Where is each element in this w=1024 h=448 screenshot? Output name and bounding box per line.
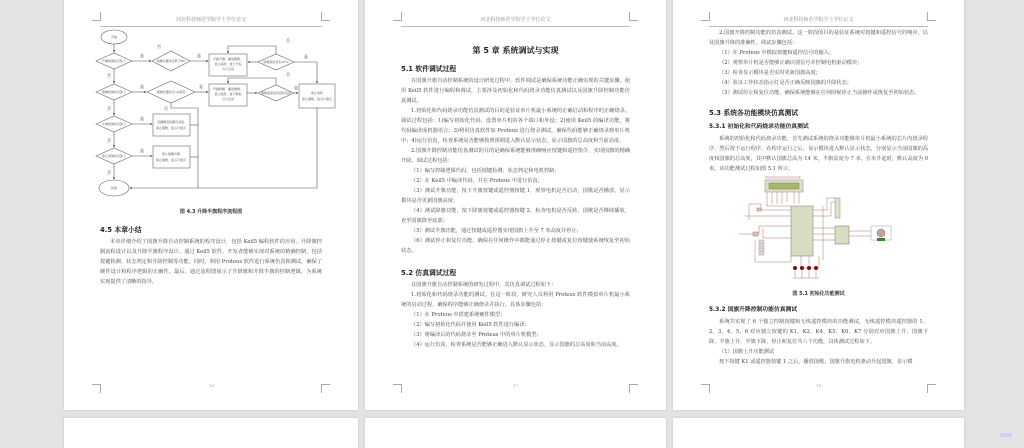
list-item: （4）运行仿真，检查系统是否能够正确进入默认显示状态，显示国旗的总高度和当前高度。 [411, 342, 622, 348]
list-item: （1）编写控制逻辑代码，包括按键检测、状态判定和电机控制； [411, 168, 560, 174]
svg-text:半旗按键是否按下: 半旗按键是否按下 [101, 122, 127, 126]
svg-text:停止国歌、指示灯熄灭: 停止国歌、指示灯熄灭 [155, 126, 187, 130]
document-page-20 [365, 418, 666, 448]
section-heading: 5.3 系统各功能模块仿真测试 [709, 109, 799, 117]
margin-mark [927, 12, 936, 21]
figure-caption: 图 4.3 升降半旗程序流程图 [179, 209, 243, 215]
paragraph: 1.初始化和代码烧录功能仿真测试的目的是验证单片机最小系统的正确启动和程序的正确烧录。调试过程包括：1)编写初始化代码，设置单片机的各个端口和外设；2)使用 Keil5 的编译功能，将代码编译成机器语言；3)利用仿真软件如 Proteus 进行烧录测试，确保代码能够正确烧录到单片机中；4)运行仿真，检查系统是否能够按照预期进入默认显示状态，显示国旗的总高度和当前高度。 [401, 108, 630, 144]
paragraph: 2.国旗升降控制功能仿真测试的目的是确保系统能够准确响应按键和遥控指令，实现国旗的精确升降。调试过程包括： [401, 148, 630, 164]
svg-text:是: 是 [140, 148, 144, 153]
list-item: （2）观察单片机是否能够正确识别信号并控制电机驱动模块； [719, 60, 863, 66]
svg-text:否: 否 [107, 138, 111, 143]
svg-text:显示高度、按下降指: 显示高度、按下降指 [214, 92, 242, 96]
document-page-16 [64, 0, 358, 410]
svg-text:停止国歌、指示灯熄灭: 停止国歌、指示灯熄灭 [301, 97, 333, 101]
svg-text:是: 是 [199, 84, 203, 89]
list-item: （2）在 Keil5 中编译代码，并在 Proteus 中进行仿真； [411, 178, 543, 184]
svg-text:是: 是 [304, 54, 308, 59]
margin-mark [92, 384, 101, 393]
svg-text:是: 是 [197, 53, 201, 58]
svg-text:国旗位置是否低于0m: 国旗位置是否低于0m [156, 59, 186, 63]
circuit-schematic-figure [709, 176, 928, 286]
svg-text:停止国歌、指示灯熄灭: 停止国歌、指示灯熄灭 [155, 158, 187, 162]
margin-mark [321, 12, 330, 21]
flow-end: 结束 [110, 186, 118, 190]
list-item: （4）测试降旗功能，按下降旗按键或遥控器按键 2，检查电机是否反转，国歌是否继续播放，直至国旗降至底部； [401, 208, 630, 224]
paragraph: 系统共实现了 6 个独立控制按键和无线遥控模块的功能测试，无线遥控模块遥控器的 1、2、3、4、5、6 对应独立按键的 K1、K2、K4、K5、K6、K7 分别对应国旗上升、国旗下降、半旗上升、半旗下降、停止和复位共六个功能。具体测试过程如下。 [709, 319, 928, 345]
list-item: （2）编写初始化代码并使用 Keil5 软件进行编译； [411, 322, 530, 328]
svg-text:开始降旗、播放国歌、: 开始降旗、播放国歌、 [212, 87, 244, 91]
paragraph: 按下按键 K1 或遥控器按键 1 之后，播放国歌，国旗升旗电机驱动升起国旗，显示模 [719, 359, 913, 365]
section-heading: 5.1 软件调试过程 [401, 65, 457, 73]
svg-text:是: 是 [140, 116, 144, 121]
svg-text:国旗高度是否≥7m: 国旗高度是否≥7m [263, 60, 289, 64]
paragraph: 系统的初始化和代码烧录功能，首先测试系统的烧录功能像单片机最小系统的芯片内烧录程序，然后按下运行程序，在程序运行之后，显示模块进入默认显示状态，分别显示当前国旗的高度和国旗的总高度，其中默认国旗总高为 14 米，半旗高度为 7 米，在未升起时，默认高度为 0 米。该功能测试过程如图 5.1 所示。 [709, 136, 928, 172]
flow-start: 开始 [110, 35, 118, 39]
margin-mark [629, 384, 638, 393]
svg-text:开始升旗、播放国歌、: 开始升旗、播放国歌、 [212, 57, 244, 61]
svg-text:否: 否 [107, 73, 111, 78]
svg-text:是: 是 [140, 53, 144, 58]
svg-text:否: 否 [107, 106, 111, 111]
margin-mark [321, 384, 330, 393]
svg-text:停止按键是否按下: 停止按键是否按下 [101, 154, 127, 158]
paragraph: 1.初始化和代码烧录功能的测试。在这一阶段，研究人员利用 Proteus 软件模拟单片机最小系统的启动过程，确保程序能够正确烧录并执行。具体步骤包括： [401, 292, 630, 308]
svg-text:降旗按键是否按下: 降旗按键是否按下 [101, 90, 127, 94]
document-page-17 [365, 0, 666, 410]
svg-text:示灯点亮: 示灯点亮 [221, 97, 235, 101]
section-heading: 5.2 仿真调试过程 [401, 269, 457, 277]
svg-text:否: 否 [164, 106, 168, 111]
list-item: （5）测试停止和复位功能，确保系统能够在任何时候停止当前操作或恢复至初始状态。 [719, 90, 920, 96]
svg-text:停止国旗升降: 停止国旗升降 [161, 152, 181, 156]
list-item: （3）检查显示模块是否实时更新国旗高度； [719, 70, 821, 76]
svg-text:否: 否 [107, 170, 111, 175]
margin-mark [629, 12, 638, 21]
svg-text:国旗降至国旗半高处: 国旗降至国旗半高处 [157, 120, 185, 124]
paragraph: 在国旗升旗自动控制系统的研发过程中，其仿真调试过程如下： [411, 282, 557, 288]
margin-mark [701, 384, 710, 393]
svg-text:是: 是 [140, 84, 144, 89]
svg-text:是: 是 [294, 85, 298, 90]
svg-text:国旗高度是否到达底部: 国旗高度是否到达底部 [260, 91, 292, 95]
svg-text:显示高度、按上升指: 显示高度、按上升指 [214, 62, 242, 66]
list-item: （3）将编译后的代码烧录至 Proteus 中的单片机模型； [411, 332, 542, 338]
chapter-title: 第 5 章 系统调试与实现 [472, 46, 559, 55]
svg-text:停止电机: 停止电机 [310, 91, 324, 95]
flowchart-figure [94, 24, 344, 214]
svg-text:升旗按键是否按下: 升旗按键是否按下 [101, 59, 127, 63]
page-header: 河北科技师范学院学士学位论文 [401, 16, 630, 27]
subsection-heading: 5.3.1 初始化和代码烧录功能仿真测试 [709, 124, 809, 130]
document-page-18 [673, 0, 964, 410]
list-item: （1）在 Proteus 中搭建系统硬件模型； [411, 312, 506, 318]
document-page-21 [673, 418, 964, 448]
paragraph: 2.国旗升降控制功能的仿真测试。这一阶段的目的是验证系统对按键和遥控信号的响应，以及国旗升降的准确性。调试步骤包括： [709, 30, 928, 46]
margin-mark [927, 384, 936, 393]
svg-text:否: 否 [286, 72, 290, 77]
section-heading: 4.5 本章小结 [100, 226, 142, 234]
list-item: （1）在 Proteus 中模拟按键和遥控信号的输入； [719, 50, 835, 56]
svg-text:示灯点亮: 示灯点亮 [221, 67, 235, 71]
page-header: 河北科技师范学院学士学位论文 [100, 16, 322, 27]
margin-mark [393, 384, 402, 393]
list-item: （5）测试半旗功能，通过按键或遥控器实现国旗上升至 7 米高度并停止； [411, 228, 582, 234]
subsection-heading: 5.3.2 国旗升降控制功能仿真测试 [709, 307, 798, 313]
list-item: （4）验证工作状态指示灯是否正确反映国旗的升降状态； [719, 80, 852, 86]
paragraph: 本章详细介绍了国旗升降自动控制系统的程序设计，包括 Keil5 编程软件的应用、升降旗控制流程设计以及升降半旗程序设计。通过 Keil5 软件，开发者能够实现对系统的精确控制，包括按键检测、状态判定和升降控制等功能。同时，利用 Proteus 软件进行系统仿真和测试，确保了硬件设计和程序逻辑的正确性。最后，通过流程图展示了升降旗和升降半旗的控制逻辑，为系统实现提供了清晰的指导。 [100, 239, 322, 285]
document-page-19 [64, 418, 358, 448]
list-item: （3）测试升旗功能，按下升旗按键或遥控器按键 1，观察电机是否启动，国歌是否播放，显示模块是否更新国旗高度； [401, 188, 630, 204]
list-item: （6）测试停止和复位功能，确保在任何操作中都能通过停止按键或复位按键使系统恢复至初始状态。 [401, 238, 630, 254]
page-number: 16 [209, 383, 215, 388]
svg-text:否: 否 [157, 44, 161, 49]
page-number: 18 [816, 383, 822, 388]
svg-text:国旗位置是否>0高度: 国旗位置是否>0高度 [156, 90, 186, 94]
scroll-indicator[interactable] [1000, 433, 1012, 437]
page-header: 河北科技师范学院学士学位论文 [709, 16, 928, 27]
list-item: （1）国旗上升功能测试 [719, 349, 775, 355]
page-number: 17 [513, 383, 519, 388]
paragraph: 在国旗升旗自动控制系统的设计研发过程中，软件调试是确保系统功能正确实现的关键步骤。使用 Keil5 软件进行编程和调试，主要涉及初始化和代码烧录功能仿真测试以及国旗升降控制功能仿真测试。 [401, 78, 630, 104]
svg-text:否: 否 [286, 38, 290, 43]
figure-caption: 图 5.1 初始化功能测试 [792, 291, 845, 297]
